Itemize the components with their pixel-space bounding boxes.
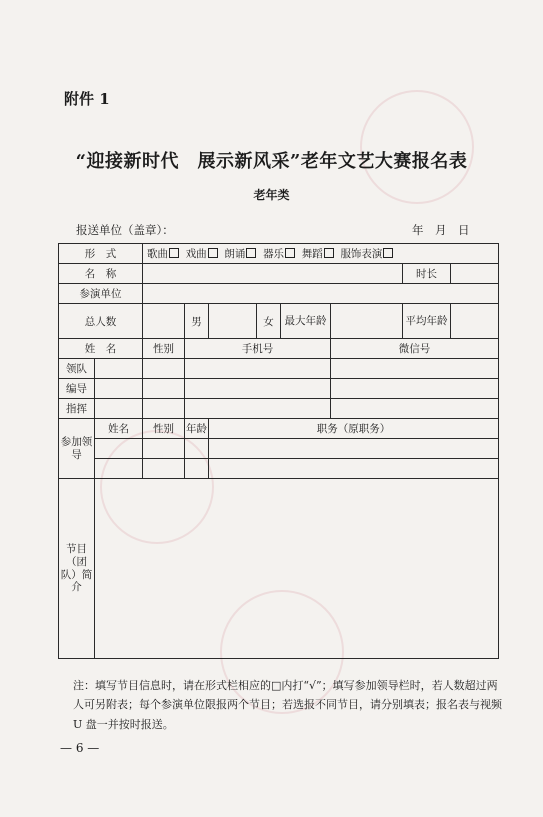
checkbox-icon <box>324 248 334 258</box>
program-name-row <box>59 264 499 284</box>
attending-leader-name-field[interactable] <box>95 459 143 479</box>
form-type-label: 形 式 <box>59 244 143 264</box>
attending-leader-header-row <box>59 419 499 439</box>
date-label: 年 月 日 <box>412 223 470 237</box>
checkbox-icon <box>208 248 218 258</box>
checkbox-icon <box>169 248 179 258</box>
col-header-name2: 姓名 <box>95 419 143 439</box>
option-instrumental[interactable]: 器乐 <box>263 248 295 260</box>
checkbox-icon <box>246 248 256 258</box>
program-intro-field[interactable] <box>95 479 499 659</box>
staff-header-row <box>59 339 499 359</box>
male-label: 男 <box>185 304 209 339</box>
total-count-field[interactable] <box>143 304 185 339</box>
attending-leader-row <box>59 439 499 459</box>
conductor-wechat-field[interactable] <box>331 399 499 419</box>
conductor-gender-field[interactable] <box>143 399 185 419</box>
program-name-field[interactable] <box>143 264 403 284</box>
attending-leader-age-field[interactable] <box>185 439 209 459</box>
program-intro-label: 节目（团队）简介 <box>59 479 95 659</box>
participant-unit-label: 参演单位 <box>59 284 143 304</box>
choreographer-phone-field[interactable] <box>185 379 331 399</box>
attending-leader-age-field[interactable] <box>185 459 209 479</box>
col-header-name: 姓 名 <box>59 339 143 359</box>
choreographer-row <box>59 379 499 399</box>
total-count-label: 总人数 <box>59 304 143 339</box>
col-header-wechat: 微信号 <box>331 339 499 359</box>
leader-wechat-field[interactable] <box>331 359 499 379</box>
role-choreographer-label: 编导 <box>59 379 95 399</box>
form-note: 注：填写节目信息时，请在形式栏相应的□内打“√”；填写参加领导栏时，若人数超过两人可另附表；每个参演单位限报两个节目；若选报不同节目，请分别填表；报名表与视频 U 盘一并按时报送。 <box>73 679 502 731</box>
col-header-gender: 性别 <box>143 339 185 359</box>
option-song[interactable]: 歌曲 <box>147 248 179 260</box>
role-leader-label: 领队 <box>59 359 95 379</box>
col-header-gender2: 性别 <box>143 419 185 439</box>
duration-field[interactable] <box>451 264 499 284</box>
option-costume-show[interactable]: 服饰表演 <box>340 248 393 260</box>
role-conductor-label: 指挥 <box>59 399 95 419</box>
page-number: — 6 — <box>60 741 100 755</box>
avg-age-label: 平均年龄 <box>403 304 451 339</box>
leader-name-field[interactable] <box>95 359 143 379</box>
form-type-row <box>59 244 499 264</box>
attending-leader-position-field[interactable] <box>209 439 499 459</box>
duration-label: 时长 <box>403 264 451 284</box>
checkbox-icon <box>285 248 295 258</box>
col-header-position: 职务（原职务） <box>209 419 499 439</box>
col-header-phone: 手机号 <box>185 339 331 359</box>
attending-leader-name-field[interactable] <box>95 439 143 459</box>
avg-age-field[interactable] <box>451 304 499 339</box>
page-title: “迎接新时代 展示新风采”老年文艺大赛报名表 <box>75 151 468 172</box>
female-label: 女 <box>257 304 281 339</box>
registration-form <box>58 243 499 659</box>
attending-leader-gender-field[interactable] <box>143 459 185 479</box>
headcount-row <box>59 304 499 339</box>
checkbox-icon <box>383 248 393 258</box>
conductor-name-field[interactable] <box>95 399 143 419</box>
option-recitation[interactable]: 朗诵 <box>224 248 256 260</box>
conductor-phone-field[interactable] <box>185 399 331 419</box>
submit-unit-label: 报送单位（盖章）： <box>76 223 174 237</box>
program-name-label: 名 称 <box>59 264 143 284</box>
attending-leader-position-field[interactable] <box>209 459 499 479</box>
max-age-field[interactable] <box>331 304 403 339</box>
max-age-label: 最大年龄 <box>281 304 331 339</box>
choreographer-gender-field[interactable] <box>143 379 185 399</box>
male-count-field[interactable] <box>209 304 257 339</box>
intro-row <box>59 479 499 659</box>
choreographer-name-field[interactable] <box>95 379 143 399</box>
leader-gender-field[interactable] <box>143 359 185 379</box>
participant-unit-row <box>59 284 499 304</box>
option-dance[interactable]: 舞蹈 <box>302 248 334 260</box>
attachment-label: 附件 1 <box>64 90 110 108</box>
leader-row <box>59 359 499 379</box>
attending-leader-row <box>59 459 499 479</box>
choreographer-wechat-field[interactable] <box>331 379 499 399</box>
attending-leader-gender-field[interactable] <box>143 439 185 459</box>
page-subtitle: 老年类 <box>253 188 290 202</box>
conductor-row <box>59 399 499 419</box>
participant-unit-field[interactable] <box>143 284 499 304</box>
leader-phone-field[interactable] <box>185 359 331 379</box>
option-opera[interactable]: 戏曲 <box>186 248 218 260</box>
form-type-options <box>143 244 499 264</box>
attending-leader-label: 参加领导 <box>59 419 95 479</box>
col-header-age2: 年龄 <box>185 419 209 439</box>
